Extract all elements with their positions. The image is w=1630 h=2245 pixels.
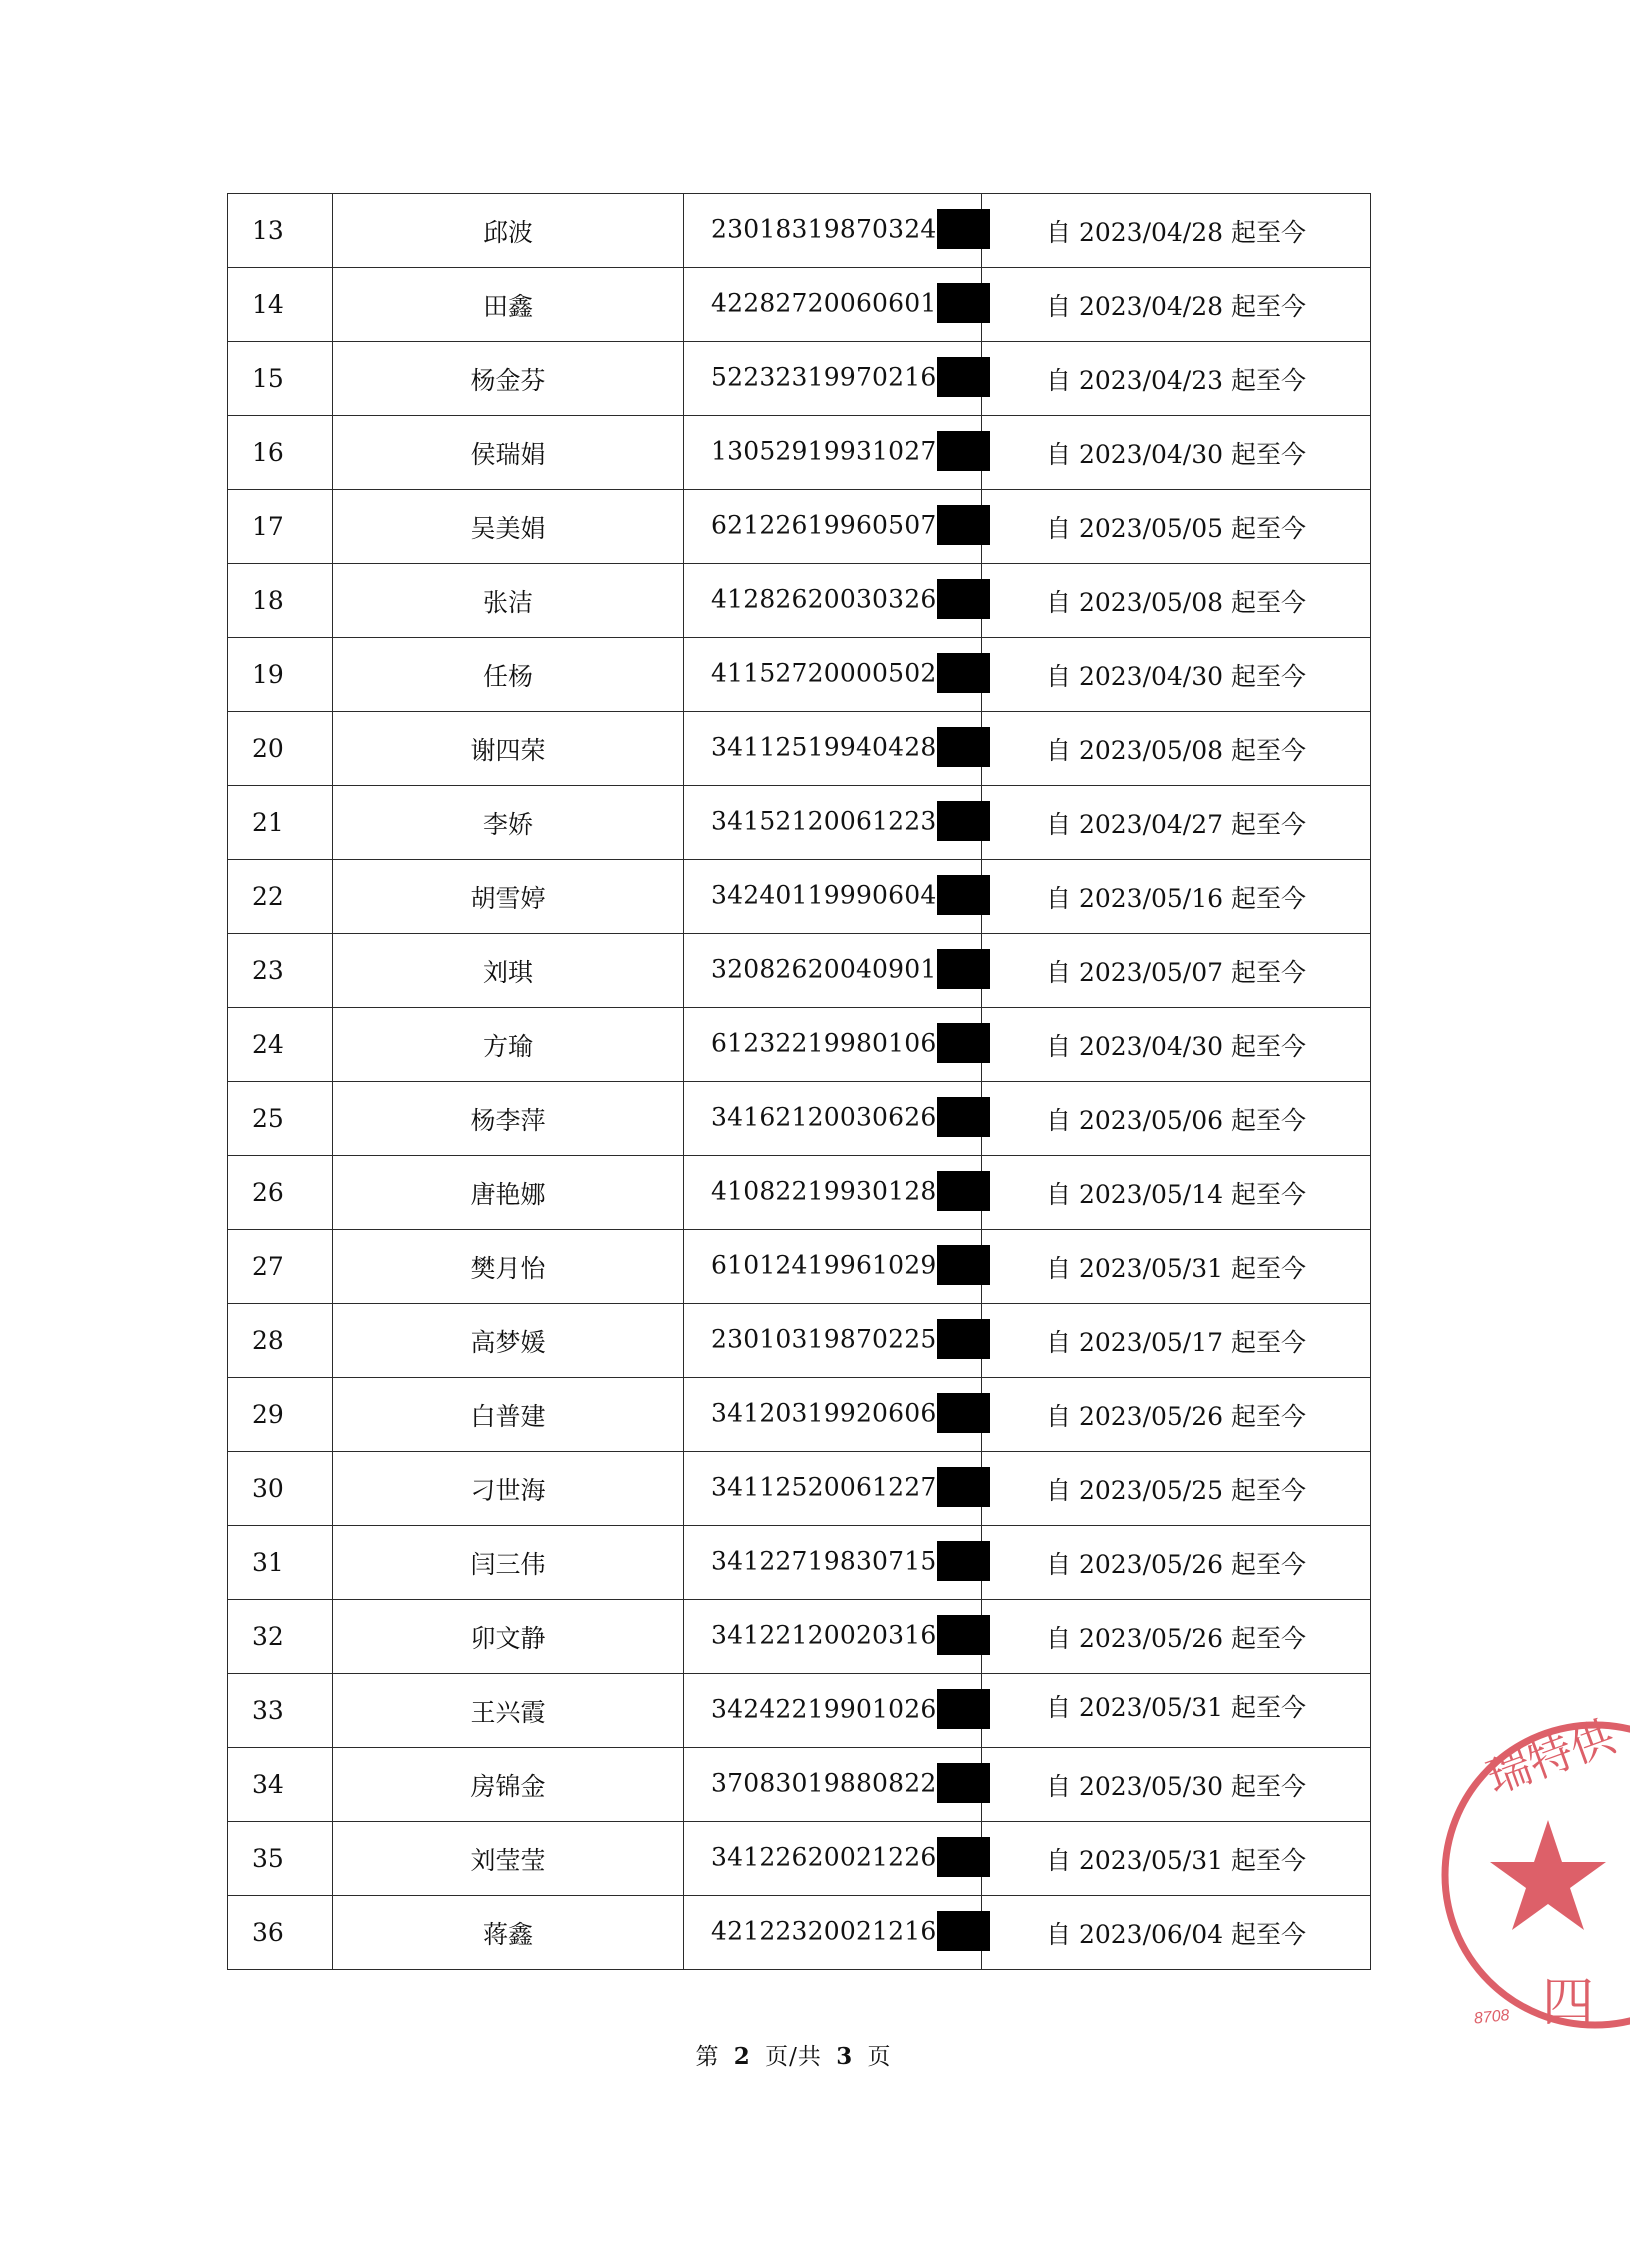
table-row (228, 786, 1371, 860)
redaction-block (937, 653, 990, 693)
person-name: 谢四荣 (333, 712, 684, 786)
seal-star (1490, 1820, 1606, 1930)
table-row (228, 1822, 1371, 1896)
employment-date: 自 2023/05/31 起至今 (982, 1674, 1371, 1748)
id-number-visible: 52232319970216 (711, 362, 937, 391)
table-row (228, 1304, 1371, 1378)
redaction-block (937, 1615, 990, 1655)
table-row (228, 1452, 1371, 1526)
seal-text: 瑞特供 (1480, 1711, 1622, 1804)
id-number-cell (684, 1822, 982, 1896)
id-number-cell (684, 1526, 982, 1600)
employment-date: 自 2023/05/16 起至今 (982, 860, 1371, 934)
id-number-visible: 41152720000502 (711, 658, 937, 687)
id-number-cell (684, 1600, 982, 1674)
id-number-visible: 34240119990604 (711, 880, 937, 909)
id-number-cell (684, 712, 982, 786)
redaction-block (937, 949, 990, 989)
redaction-block (937, 1689, 990, 1729)
id-number-visible: 13052919931027 (711, 436, 937, 465)
person-name: 刘琪 (333, 934, 684, 1008)
redaction-block (937, 1171, 990, 1211)
employment-date: 自 2023/05/08 起至今 (982, 564, 1371, 638)
seal-number: 8708 (1473, 2007, 1511, 2028)
redaction-block (937, 579, 990, 619)
person-name: 李娇 (333, 786, 684, 860)
employment-date: 自 2023/04/28 起至今 (982, 194, 1371, 268)
employment-date: 自 2023/05/07 起至今 (982, 934, 1371, 1008)
row-number: 17 (228, 490, 333, 564)
row-number: 26 (228, 1156, 333, 1230)
id-number-visible: 37083019880822 (711, 1768, 937, 1797)
person-name: 白普建 (333, 1378, 684, 1452)
row-number: 22 (228, 860, 333, 934)
id-number-cell (684, 1674, 982, 1748)
employment-date: 自 2023/05/17 起至今 (982, 1304, 1371, 1378)
redaction-block (937, 727, 990, 767)
employment-date: 自 2023/05/26 起至今 (982, 1600, 1371, 1674)
id-number-cell (684, 1452, 982, 1526)
table-row (228, 194, 1371, 268)
footer-suffix: 页 (867, 2044, 892, 2070)
table-row (228, 712, 1371, 786)
id-number-cell (684, 1896, 982, 1970)
row-number: 36 (228, 1896, 333, 1970)
id-number-visible: 34122719830715 (711, 1546, 937, 1575)
person-name: 侯瑞娟 (333, 416, 684, 490)
employment-date: 自 2023/04/30 起至今 (982, 1008, 1371, 1082)
redaction-block (937, 505, 990, 545)
redaction-block (937, 1097, 990, 1137)
row-number: 32 (228, 1600, 333, 1674)
id-number-cell (684, 638, 982, 712)
seal-partial-char: 四 (1542, 1975, 1595, 2032)
table-row (228, 416, 1371, 490)
id-number-visible: 23010319870225 (711, 1324, 937, 1353)
redaction-block (937, 875, 990, 915)
id-number-visible: 34112519940428 (711, 732, 937, 761)
table-row (228, 934, 1371, 1008)
row-number: 27 (228, 1230, 333, 1304)
row-number: 15 (228, 342, 333, 416)
id-number-visible: 42282720060601 (711, 288, 937, 317)
row-number: 21 (228, 786, 333, 860)
employment-date: 自 2023/05/31 起至今 (982, 1822, 1371, 1896)
row-number: 25 (228, 1082, 333, 1156)
table-row (228, 1748, 1371, 1822)
redaction-block (937, 1245, 990, 1285)
footer-total-pages: 3 (836, 2043, 854, 2070)
redaction-block (937, 283, 990, 323)
id-number-cell (684, 1304, 982, 1378)
company-seal (1470, 1700, 1630, 2050)
employment-date: 自 2023/05/06 起至今 (982, 1082, 1371, 1156)
table-row (228, 1896, 1371, 1970)
table-row (228, 342, 1371, 416)
id-number-visible: 34162120030626 (711, 1102, 937, 1131)
redaction-block (937, 1837, 990, 1877)
employment-date: 自 2023/06/04 起至今 (982, 1896, 1371, 1970)
person-name: 任杨 (333, 638, 684, 712)
id-number-cell (684, 1156, 982, 1230)
table-row (228, 1082, 1371, 1156)
id-number-cell (684, 268, 982, 342)
table-row (228, 490, 1371, 564)
person-name: 唐艳娜 (333, 1156, 684, 1230)
row-number: 20 (228, 712, 333, 786)
table-row (228, 1230, 1371, 1304)
person-name: 胡雪婷 (333, 860, 684, 934)
id-number-cell (684, 194, 982, 268)
redaction-block (937, 1319, 990, 1359)
id-number-cell (684, 934, 982, 1008)
id-number-cell (684, 490, 982, 564)
redaction-block (937, 1467, 990, 1507)
person-name: 邱波 (333, 194, 684, 268)
redaction-block (937, 209, 990, 249)
employment-date: 自 2023/05/08 起至今 (982, 712, 1371, 786)
employment-date: 自 2023/04/27 起至今 (982, 786, 1371, 860)
redaction-block (937, 1763, 990, 1803)
redaction-block (937, 801, 990, 841)
footer-page-number: 2 (733, 2043, 751, 2070)
person-name: 卯文静 (333, 1600, 684, 1674)
person-name: 樊月怡 (333, 1230, 684, 1304)
row-number: 24 (228, 1008, 333, 1082)
personnel-table-body (228, 194, 1371, 1970)
row-number: 16 (228, 416, 333, 490)
id-number-cell (684, 1082, 982, 1156)
table-row (228, 1378, 1371, 1452)
table-row (228, 860, 1371, 934)
id-number-cell (684, 786, 982, 860)
id-number-visible: 34242219901026 (711, 1694, 937, 1723)
row-number: 18 (228, 564, 333, 638)
id-number-visible: 23018319870324 (711, 214, 937, 243)
id-number-visible: 32082620040901 (711, 954, 937, 983)
row-number: 23 (228, 934, 333, 1008)
person-name: 杨李萍 (333, 1082, 684, 1156)
redaction-block (937, 1911, 990, 1951)
person-name: 田鑫 (333, 268, 684, 342)
person-name: 房锦金 (333, 1748, 684, 1822)
id-number-cell (684, 1748, 982, 1822)
employment-date: 自 2023/04/30 起至今 (982, 416, 1371, 490)
table-row (228, 638, 1371, 712)
id-number-cell (684, 1230, 982, 1304)
redaction-block (937, 1393, 990, 1433)
employment-date: 自 2023/05/25 起至今 (982, 1452, 1371, 1526)
redaction-block (937, 357, 990, 397)
employment-date: 自 2023/04/30 起至今 (982, 638, 1371, 712)
person-name: 方瑜 (333, 1008, 684, 1082)
id-number-visible: 41082219930128 (711, 1176, 937, 1205)
person-name: 闫三伟 (333, 1526, 684, 1600)
id-number-visible: 61232219980106 (711, 1028, 937, 1057)
id-number-visible: 42122320021216 (711, 1916, 937, 1945)
table-row (228, 1674, 1371, 1748)
id-number-cell (684, 1008, 982, 1082)
person-name: 高梦媛 (333, 1304, 684, 1378)
id-number-cell (684, 342, 982, 416)
id-number-visible: 34152120061223 (711, 806, 937, 835)
employment-date: 自 2023/04/23 起至今 (982, 342, 1371, 416)
employment-date: 自 2023/05/26 起至今 (982, 1378, 1371, 1452)
id-number-cell (684, 564, 982, 638)
id-number-visible: 61012419961029 (711, 1250, 937, 1279)
personnel-table (227, 193, 1371, 1970)
table-row (228, 268, 1371, 342)
id-number-cell (684, 1378, 982, 1452)
person-name: 张洁 (333, 564, 684, 638)
row-number: 14 (228, 268, 333, 342)
page-footer (0, 2038, 1587, 2071)
id-number-visible: 34112520061227 (711, 1472, 937, 1501)
row-number: 34 (228, 1748, 333, 1822)
redaction-block (937, 1541, 990, 1581)
person-name: 刘莹莹 (333, 1822, 684, 1896)
table-row (228, 1600, 1371, 1674)
table-row (228, 1008, 1371, 1082)
row-number: 28 (228, 1304, 333, 1378)
row-number: 35 (228, 1822, 333, 1896)
redaction-block (937, 1023, 990, 1063)
table-row (228, 564, 1371, 638)
row-number: 13 (228, 194, 333, 268)
employment-date: 自 2023/04/28 起至今 (982, 268, 1371, 342)
row-number: 31 (228, 1526, 333, 1600)
redaction-block (937, 431, 990, 471)
id-number-visible: 62122619960507 (711, 510, 937, 539)
employment-date: 自 2023/05/30 起至今 (982, 1748, 1371, 1822)
row-number: 19 (228, 638, 333, 712)
footer-prefix: 第 (695, 2044, 720, 2070)
id-number-visible: 34122620021226 (711, 1842, 937, 1871)
table-row (228, 1526, 1371, 1600)
row-number: 29 (228, 1378, 333, 1452)
id-number-cell (684, 860, 982, 934)
row-number: 33 (228, 1674, 333, 1748)
employment-date: 自 2023/05/31 起至今 (982, 1230, 1371, 1304)
employment-date: 自 2023/05/05 起至今 (982, 490, 1371, 564)
id-number-visible: 34122120020316 (711, 1620, 937, 1649)
person-name: 王兴霞 (333, 1674, 684, 1748)
id-number-visible: 34120319920606 (711, 1398, 937, 1427)
employment-date: 自 2023/05/26 起至今 (982, 1526, 1371, 1600)
employment-date: 自 2023/05/14 起至今 (982, 1156, 1371, 1230)
id-number-cell (684, 416, 982, 490)
person-name: 吴美娟 (333, 490, 684, 564)
row-number: 30 (228, 1452, 333, 1526)
id-number-visible: 41282620030326 (711, 584, 937, 613)
person-name: 蒋鑫 (333, 1896, 684, 1970)
person-name: 刁世海 (333, 1452, 684, 1526)
footer-middle: 页/共 (765, 2044, 822, 2070)
table-row (228, 1156, 1371, 1230)
person-name: 杨金芬 (333, 342, 684, 416)
